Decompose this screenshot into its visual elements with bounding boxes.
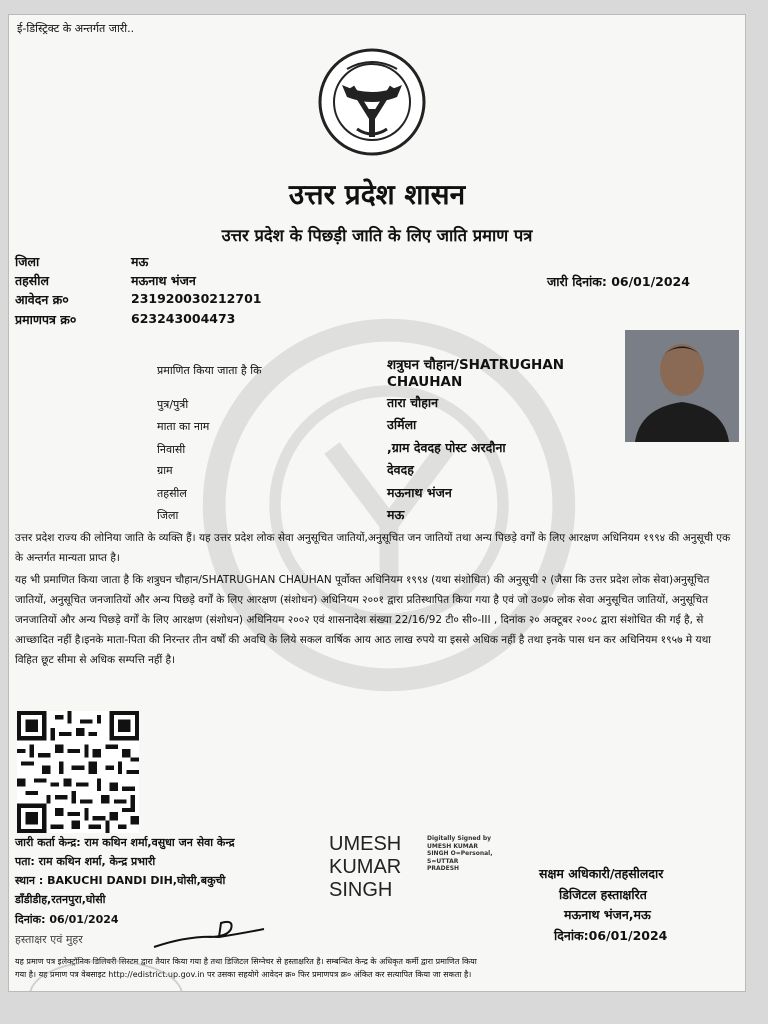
page-title: उत्तर प्रदेश शासन: [288, 178, 466, 211]
district-value: मऊ: [131, 254, 149, 269]
application-value: 231920030212701: [131, 291, 262, 306]
tehsil-value: मऊनाथ भंजन: [131, 273, 196, 288]
ds-detail-2: UMESH KUMAR: [427, 842, 479, 850]
person-photo-icon: [625, 330, 739, 442]
village-label: ग्राम: [157, 464, 173, 477]
resident-label: निवासी: [157, 443, 186, 456]
father-value: तारा चौहान: [387, 395, 439, 410]
mother-value: उर्मिला: [387, 417, 417, 432]
digital-signer-name: [329, 833, 401, 902]
mother-label: माता का नाम: [157, 420, 210, 433]
footer-line-1: यह प्रमाण पत्र इलेक्ट्रॉनिक डिलिवरी सिस्टम द्वारा तैयार किया गया है तथा डिजिटल सिग्नेचर से हस्ताक्षरित है। सम्बन्धित केन्द्र के अधिकृत कर्मी द्वारा प्रमाणित किया: [15, 957, 477, 966]
authority-digital: डिजिटल हस्ताक्षरित: [559, 887, 647, 902]
issuer-date: दिनांक: 06/01/2024: [15, 913, 119, 926]
issuer-center: जारी कर्ता केन्द्र: राम कथिन शर्मा,वसुधा जन सेवा केन्द्र: [15, 836, 235, 849]
footer-line-2: गया है। यह प्रमाण पत्र वेबसाइट http://edistrict.up.gov.in पर उसका सहयोगे आवेदन क्र० फिर प्रमाणपत्र क्र० अंकित कर सत्यापित किया जा सकता है।: [15, 970, 472, 979]
ds-detail-3: SINGH O=Personal,: [427, 850, 493, 857]
issuer-place: स्थान : BAKUCHI DANDI DIH,घोसी,बकुची: [15, 874, 226, 887]
district2-value: मऊ: [387, 507, 405, 522]
applicant-name-line2: CHAUHAN: [387, 374, 463, 390]
resident-value: ,ग्राम देवदह पोस्ट अरदौना: [387, 440, 506, 455]
issuer-signature-label: हस्ताक्षर एवं मुहर: [15, 933, 83, 946]
certify-label: प्रमाणित किया जाता है कि: [157, 364, 262, 377]
applicant-name: शत्रुघन चौहान/SHATRUGHAN: [387, 357, 565, 373]
top-note: ई-डिस्ट्रिक्ट के अन्तर्गत जारी..: [17, 22, 135, 35]
certificate-paragraph-1: उत्तर प्रदेश राज्य की लोनिया जाति के व्यक्ति हैं। यह उत्तर प्रदेश लोक सेवा अनुसूचित जातियों,अनुसूचित जन जातियों तथा अन्य पिछड़े वर्गों के लिए आरक्षण अधिनियम १९९४ की अनुसूची एक के अन्तर्गत मान्यता प्राप्त है।: [15, 532, 731, 564]
page-subtitle: उत्तर प्रदेश के पिछड़ी जाति के लिए जाति प्रमाण पत्र: [221, 226, 533, 245]
applicant-photo: [625, 330, 739, 442]
certificate-page: [8, 14, 746, 992]
certificate-value: 623243004473: [131, 311, 236, 326]
village-value: देवदह: [387, 462, 414, 477]
digital-signer-name-2: KUMAR: [329, 856, 402, 878]
authority-date: दिनांक:06/01/2024: [554, 928, 668, 943]
ds-detail-4: S=UTTAR: [427, 857, 459, 865]
application-label: आवेदन क्र०: [15, 292, 69, 307]
authority-office: मऊनाथ भंजन,मऊ: [564, 907, 651, 922]
digital-signer-name-3: SINGH: [329, 879, 393, 901]
district-label: जिला: [15, 254, 40, 269]
digital-signer-name-1: UMESH: [329, 833, 402, 855]
issuer-address: पता: राम कथिन शर्मा, केन्द्र प्रभारी: [15, 855, 156, 868]
issue-date: जारी दिनांक: 06/01/2024: [547, 274, 690, 289]
father-label: पुत्र/पुत्री: [157, 398, 189, 411]
certificate-label: प्रमाणपत्र क्र०: [15, 312, 77, 327]
district2-label: जिला: [157, 509, 179, 522]
handwritten-signature: [149, 915, 269, 955]
ds-detail-1: Digitally Signed by: [427, 835, 492, 842]
digital-signature-details: [427, 835, 493, 873]
tehsil-label: तहसील: [15, 273, 49, 288]
issuer-place-line2: डाँडीडीह,रतनपुरा,घोसी: [15, 893, 106, 906]
tehsil2-value: मऊनाथ भंजन: [387, 485, 452, 500]
ds-detail-5: PRADESH: [427, 865, 460, 872]
up-emblem-icon: [317, 47, 427, 157]
certificate-paragraph-2: यह भी प्रमाणित किया जाता है कि शत्रुघन चौहान/SHATRUGHAN CHAUHAN पूर्वोक्त अधिनियम १९९४ (यथा संशोधित) की अनुसूची २ (जैसा कि उत्तर प्रदेश लोक सेवा)अनुसूचित जातियों, अनुसूचित जनजातियों और अन्य पिछड़े वर्गों के लिए आरक्षण (संशोधन) अधिनियम २००१ द्वारा प्रतिस्थापित किया गया है एवं जो उ०प्र० लोक सेवा अनुसूचित जातियों, अनुसूचित जनजातियों और अन्य पिछड़े वर्गों के लिए आरक्षण (संशोधन) अधिनियम २००२ एवं शासनादेश संख्या 22/16/92 टी० सी०-III , दिनांक २० अक्टूबर २००८ द्वारा संशोधित की गई है, से आच्छादित नहीं है।इनके माता-पिता की निरन्तर तीन वर्षों की अवधि के लिये सकल वार्षिक आय आठ लाख रुपये या इससे अधिक नहीं है तथा इनके पास धन कर अधिनियम १९५७ मे यथा विहित छूट सीमा से अधिक सम्पत्ति नहीं है।: [15, 574, 711, 666]
qr-code-icon: [17, 711, 139, 833]
tehsil2-label: तहसील: [157, 487, 187, 500]
authority-title: सक्षम अधिकारी/तहसीलदार: [539, 866, 664, 881]
